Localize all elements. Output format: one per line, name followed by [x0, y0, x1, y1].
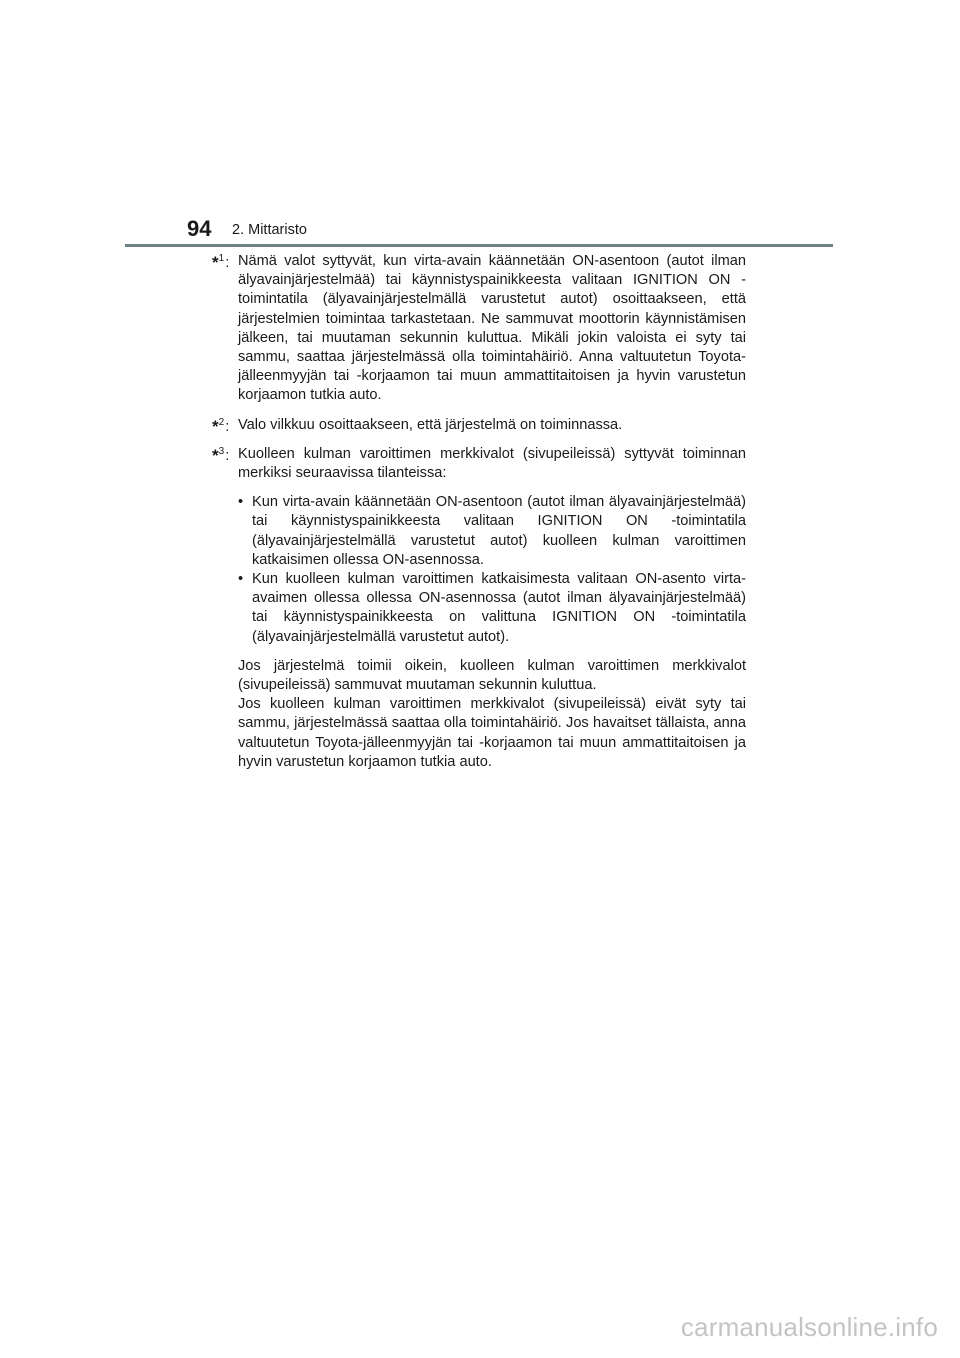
footnote-colon: :: [225, 418, 230, 435]
page-number: 94: [187, 216, 212, 241]
list-item: [238, 493, 746, 570]
section-title: 2. Mittaristo: [232, 222, 307, 238]
footnote-colon: :: [225, 255, 230, 271]
asterisk-icon: *: [212, 445, 219, 465]
bullet-icon: •: [238, 494, 244, 511]
footnote-text: Valo vilkkuu osoittaakseen, että järjestelmä on toiminnassa.: [238, 416, 623, 433]
footnote-colon: :: [225, 447, 230, 464]
footnote-number: 2: [218, 416, 225, 428]
list-item-text: Kun virta-avain käännetään ON-asentoon (autot ilman älyavainjärjestelmää) tai käynnistyspainikkeesta valitaan IGNITION ON -toimintatila (älyavainjärjestelmällä varustetut autot) kuolleen kulman varoittimen katkaisimen ollessa ON-asennossa.: [252, 494, 746, 568]
watermark-text: carmanualsonline.info: [680, 1312, 938, 1342]
asterisk-icon: *: [212, 253, 219, 272]
bullet-icon: •: [238, 571, 244, 588]
list-item: [238, 570, 746, 647]
asterisk-icon: *: [212, 416, 219, 436]
footnote-1: [212, 252, 746, 406]
footnote-3: [212, 445, 746, 772]
footnote-marker: [212, 252, 229, 274]
paragraph: Jos järjestelmä toimii oikein, kuolleen kulman varoittimen merkkivalot (sivupeileissä) sammuvat muutaman sekunnin kuluttua.: [238, 657, 746, 694]
footnote-number: 3: [218, 445, 225, 457]
footnote-text: Nämä valot syttyvät, kun virta-avain käännetään ON-asentoon (autot ilman älyavainjärjestelmää) tai käynnistyspainikkeesta valitaan IGNITION ON -toimintatila (älyavainjärjestelmällä varustetut autot) osoittaakseen, että järjestelmien toimintaa tarkastetaan. Ne sammuvat moottorin käynnistämisen jälkeen, tai muutaman sekunnin kuluttua. Mikäli jokin valoista ei syty tai sammu, saattaa järjestelmässä olla toimintahäiriö. Anna valtuutetun Toyota-jälleenmyyjän tai -korjaamon tai muun ammattitaitoisen ja hyvin varustetun korjaamon tutkia auto.: [238, 253, 746, 404]
footnote-number: 1: [218, 253, 225, 264]
footnote-text: Kuolleen kulman varoittimen merkkivalot (sivupeileissä) syttyvät toiminnan merkiksi seuraavissa tilanteissa:: [238, 445, 746, 482]
bullet-list: [238, 493, 746, 647]
list-item-text: Kun kuolleen kulman varoittimen katkaisimesta valitaan ON-asento virta-avaimen ollessa ollessa ON-asennossa (autot ilman älyavainjärjestelmää) tai käynnistyspainikkeesta on valittuna IGNITION ON -toimintatila (älyavainjärjestelmällä varustetut autot).: [252, 571, 746, 645]
footnote-2: [212, 416, 746, 435]
footnote-marker: [212, 416, 229, 438]
page-content: [212, 252, 746, 782]
paragraph: Jos kuolleen kulman varoittimen merkkivalot (sivupeileissä) eivät syty tai sammu, järjestelmässä saattaa olla toimintahäiriö. Jos havaitset tällaista, anna valtuutetun Toyota-jälleenmyyjän tai -korjaamon tai muun ammattitaitoisen ja hyvin varustetun korjaamon tutkia auto.: [238, 696, 746, 770]
footnote-marker: [212, 445, 229, 467]
header-divider: [125, 244, 833, 247]
page-header: [0, 0, 960, 250]
